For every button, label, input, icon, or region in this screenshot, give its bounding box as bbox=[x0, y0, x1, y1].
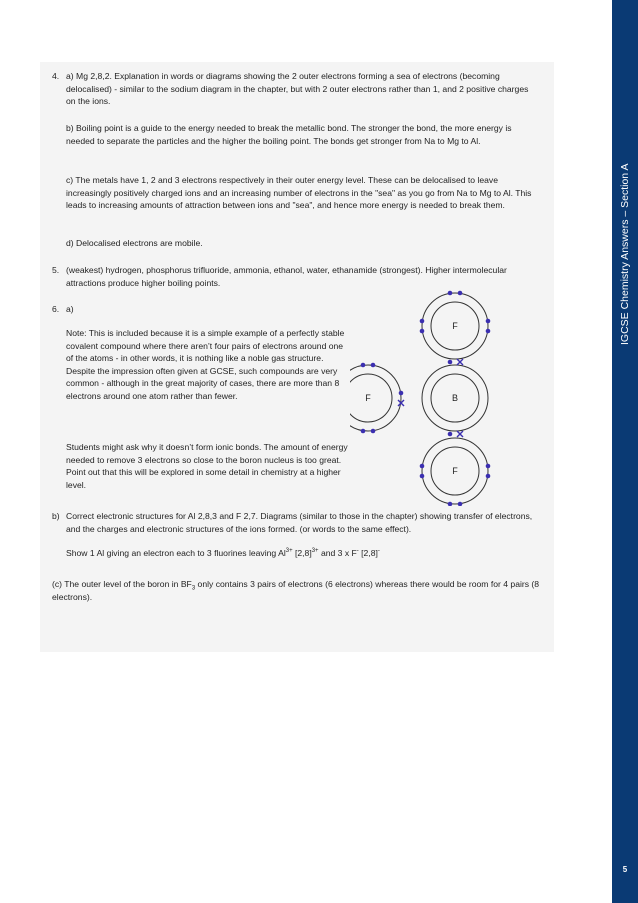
atom-label-f-top: F bbox=[452, 321, 458, 331]
page-number: 5 bbox=[622, 865, 628, 874]
sidebar-title: IGCSE Chemistry Answers – Section A bbox=[619, 163, 631, 345]
q4-part-c: c) The metals have 1, 2 and 3 electrons respectively in their outer energy level. These can be delocalised to leave increasingly positively charged ions and an increasing number of electrons in the "sea" as you go from Na to Mg to Al. This leads to increasing amounts of attraction between ions and "sea", and hence more energy is needed to break them. bbox=[66, 175, 532, 210]
electron-dot bbox=[420, 464, 425, 469]
electron-dot bbox=[399, 391, 404, 396]
q6-number: 6. bbox=[52, 304, 60, 314]
electron-dot bbox=[371, 429, 376, 434]
q6-students-note: Students might ask why it doesn’t form ionic bonds. The amount of energy needed to remove 3 electrons so close to the boron nucleus is too great. Point out that this will be explored in some detail in chemistry at a higher level. bbox=[66, 442, 348, 490]
q5-number: 5. bbox=[52, 265, 60, 275]
electron-dot bbox=[361, 429, 366, 434]
electron-dot bbox=[486, 319, 491, 324]
q4-number: 4. bbox=[52, 71, 60, 81]
electron-dot bbox=[420, 319, 425, 324]
electron-dot bbox=[448, 360, 453, 365]
atom-label-f-bottom: F bbox=[452, 466, 458, 476]
q4-part-d: d) Delocalised electrons are mobile. bbox=[66, 238, 203, 248]
atom-label-b: B bbox=[451, 393, 459, 403]
q4-part-a: a) Mg 2,8,2. Explanation in words or diagrams showing the 2 outer electrons forming a sea of electrons (becoming delocalised) - similar to the sodium diagram in the chapter, but with 2 outer electrons rather than 1, and 2 positive charges on the ions. bbox=[66, 71, 529, 106]
electron-dot bbox=[361, 363, 366, 368]
q6-note: Note: This is included because it is a simple example of a perfectly stable covalent compound where there aren’t four pairs of electrons around one of the atoms - in other words, it is nothing like a noble gas structure. Despite the impression often given at GCSE, such compounds are very common - although in the great majority of cases, there are more than 8 electrons around one atom rather than fewer. bbox=[66, 328, 345, 401]
q6-b-show-line: Show 1 Al giving an electron each to 3 fluorines leaving $Al^{3+}$ $[2,8]^{3+}$ and 3 x F- [2,8]- bbox=[66, 548, 380, 558]
electron-dot bbox=[420, 474, 425, 479]
atom-label-f-left: F bbox=[365, 393, 371, 403]
electron-dot bbox=[486, 329, 491, 334]
fluorine-left-inner-shell bbox=[350, 374, 392, 422]
q5-text: (weakest) hydrogen, phosphorus trifluoride, ammonia, ethanol, water, ethanamide (strongest). Higher intermolecular attractions produce higher boiling points. bbox=[66, 265, 507, 288]
electron-dot bbox=[486, 464, 491, 469]
electron-dot bbox=[458, 291, 463, 296]
bf3-dot-cross-diagram bbox=[350, 276, 540, 506]
q6-c-text: (c) The outer level of the boron in $BF_3$ only contains 3 pairs of electrons (6 electrons) whereas there would be room for 4 pairs (8 electrons). bbox=[52, 579, 540, 602]
electron-dot bbox=[448, 432, 453, 437]
electron-dot bbox=[486, 474, 491, 479]
electron-dot bbox=[448, 291, 453, 296]
q6-b-text: Correct electronic structures for Al 2,8,3 and F 2,7. Diagrams (similar to those in the chapter) showing transfer of electrons, and the charges and electronic structures of the ions formed. (or words to the same effect). bbox=[66, 511, 533, 534]
electron-dot bbox=[371, 363, 376, 368]
q4-part-b: b) Boiling point is a guide to the energy needed to break the metallic bond. The stronger the bond, the more energy is needed to separate the particles and the higher the boiling point. The bonds get stronger from Na to Mg to Al. bbox=[66, 123, 512, 146]
electron-dot bbox=[420, 329, 425, 334]
q6-a-label: a) bbox=[66, 304, 74, 314]
electron-dot bbox=[448, 502, 453, 506]
q6-b-label: b) bbox=[52, 511, 60, 521]
electron-dot bbox=[458, 502, 463, 506]
